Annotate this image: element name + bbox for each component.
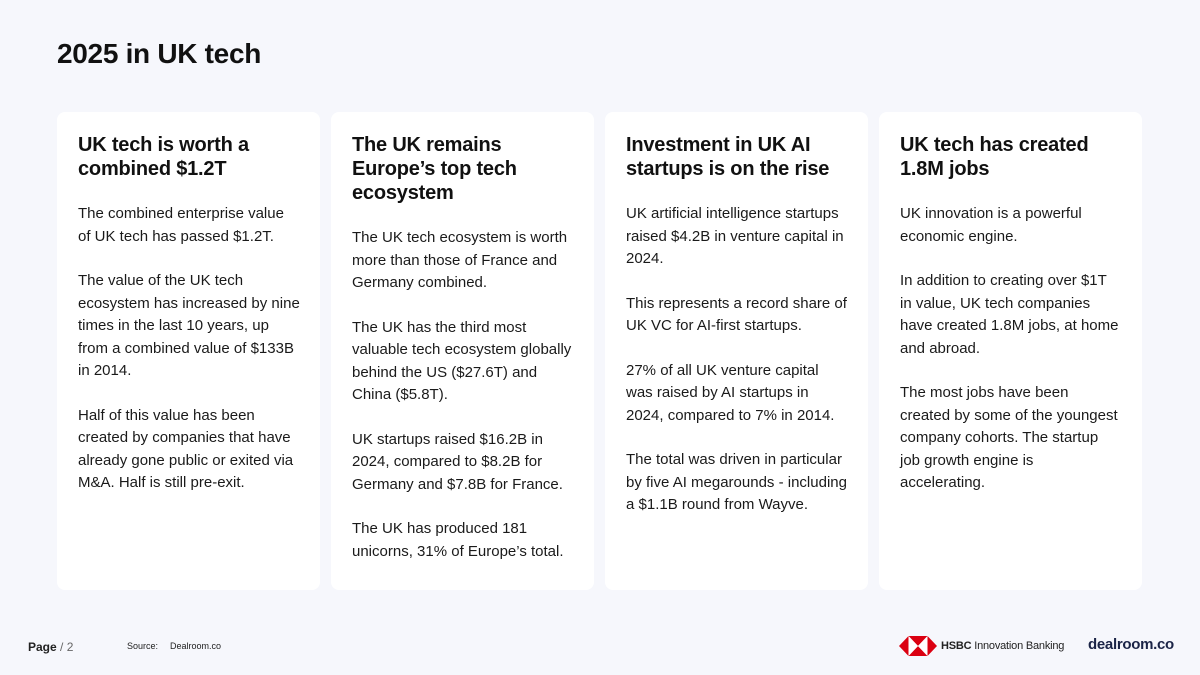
card-uk-tech-worth xyxy=(57,112,320,590)
hsbc-tagline: Innovation Banking xyxy=(974,640,1065,652)
card-paragraph: UK artificial intelligence startups raised $4.2B in venture capital in 2024. xyxy=(626,205,844,267)
source-label: Source: xyxy=(127,641,159,651)
hsbc-wordmark xyxy=(941,640,1064,652)
card-heading: Investment in UK AI startups is on the rise xyxy=(626,134,830,180)
page-separator: / xyxy=(60,640,64,654)
card-paragraph: The combined enterprise value of UK tech has passed $1.2T. xyxy=(78,205,284,245)
card-heading: UK tech has created 1.8M jobs xyxy=(900,134,1089,180)
card-paragraph: Half of this value has been created by companies that have already gone public or exited via M&A. Half is still pre-exit. xyxy=(78,406,294,491)
card-paragraph: In addition to creating over $1T in value, UK tech companies have created 1.8M jobs, at home and abroad. xyxy=(900,272,1119,357)
card-paragraph: The total was driven in particular by five AI megarounds - including a $1.1B round from Wayve. xyxy=(626,451,847,513)
card-paragraph: UK startups raised $16.2B in 2024, compared to $8.2B for Germany and $7.8B for France. xyxy=(352,430,563,493)
hsbc-logo xyxy=(899,636,1064,656)
card-europe-top-ecosystem xyxy=(331,112,594,590)
source-value: Dealroom.co xyxy=(170,641,222,651)
card-paragraph: The UK has produced 181 unicorns, 31% of Europe’s total. xyxy=(352,520,564,560)
page-indicator xyxy=(28,640,73,654)
hsbc-hexagon-logo-icon xyxy=(899,636,937,656)
page-number: 2 xyxy=(66,640,74,654)
page-label: Page xyxy=(28,640,57,654)
card-paragraph: The UK has the third most valuable tech ecosystem globally behind the US ($27.6T) and China ($5.8T). xyxy=(352,318,572,403)
card-paragraph: The value of the UK tech ecosystem has increased by nine times in the last 10 years, up from a combined value of $133B in 2014. xyxy=(78,272,300,379)
card-paragraph: UK innovation is a powerful economic engine. xyxy=(900,205,1082,245)
hsbc-brand: HSBC xyxy=(941,640,972,652)
card-jobs-created xyxy=(879,112,1142,590)
card-paragraph: 27% of all UK venture capital was raised by AI startups in 2024, compared to 7% in 2014. xyxy=(626,361,835,424)
dealroom-logo: dealroom.co xyxy=(1088,636,1174,653)
card-paragraph: The UK tech ecosystem is worth more than those of France and Germany combined. xyxy=(352,229,568,291)
card-paragraph: This represents a record share of UK VC for AI-first startups. xyxy=(626,294,847,334)
card-ai-investment xyxy=(605,112,868,590)
page-title: 2025 in UK tech xyxy=(57,38,262,69)
card-heading: UK tech is worth a combined $1.2T xyxy=(78,134,249,180)
card-heading: The UK remains Europe’s top tech ecosystem xyxy=(352,134,517,204)
cards-row xyxy=(57,112,1142,590)
card-paragraph: The most jobs have been created by some of the youngest company cohorts. The startup job growth engine is accelerating. xyxy=(900,384,1118,491)
source-note xyxy=(127,641,221,651)
